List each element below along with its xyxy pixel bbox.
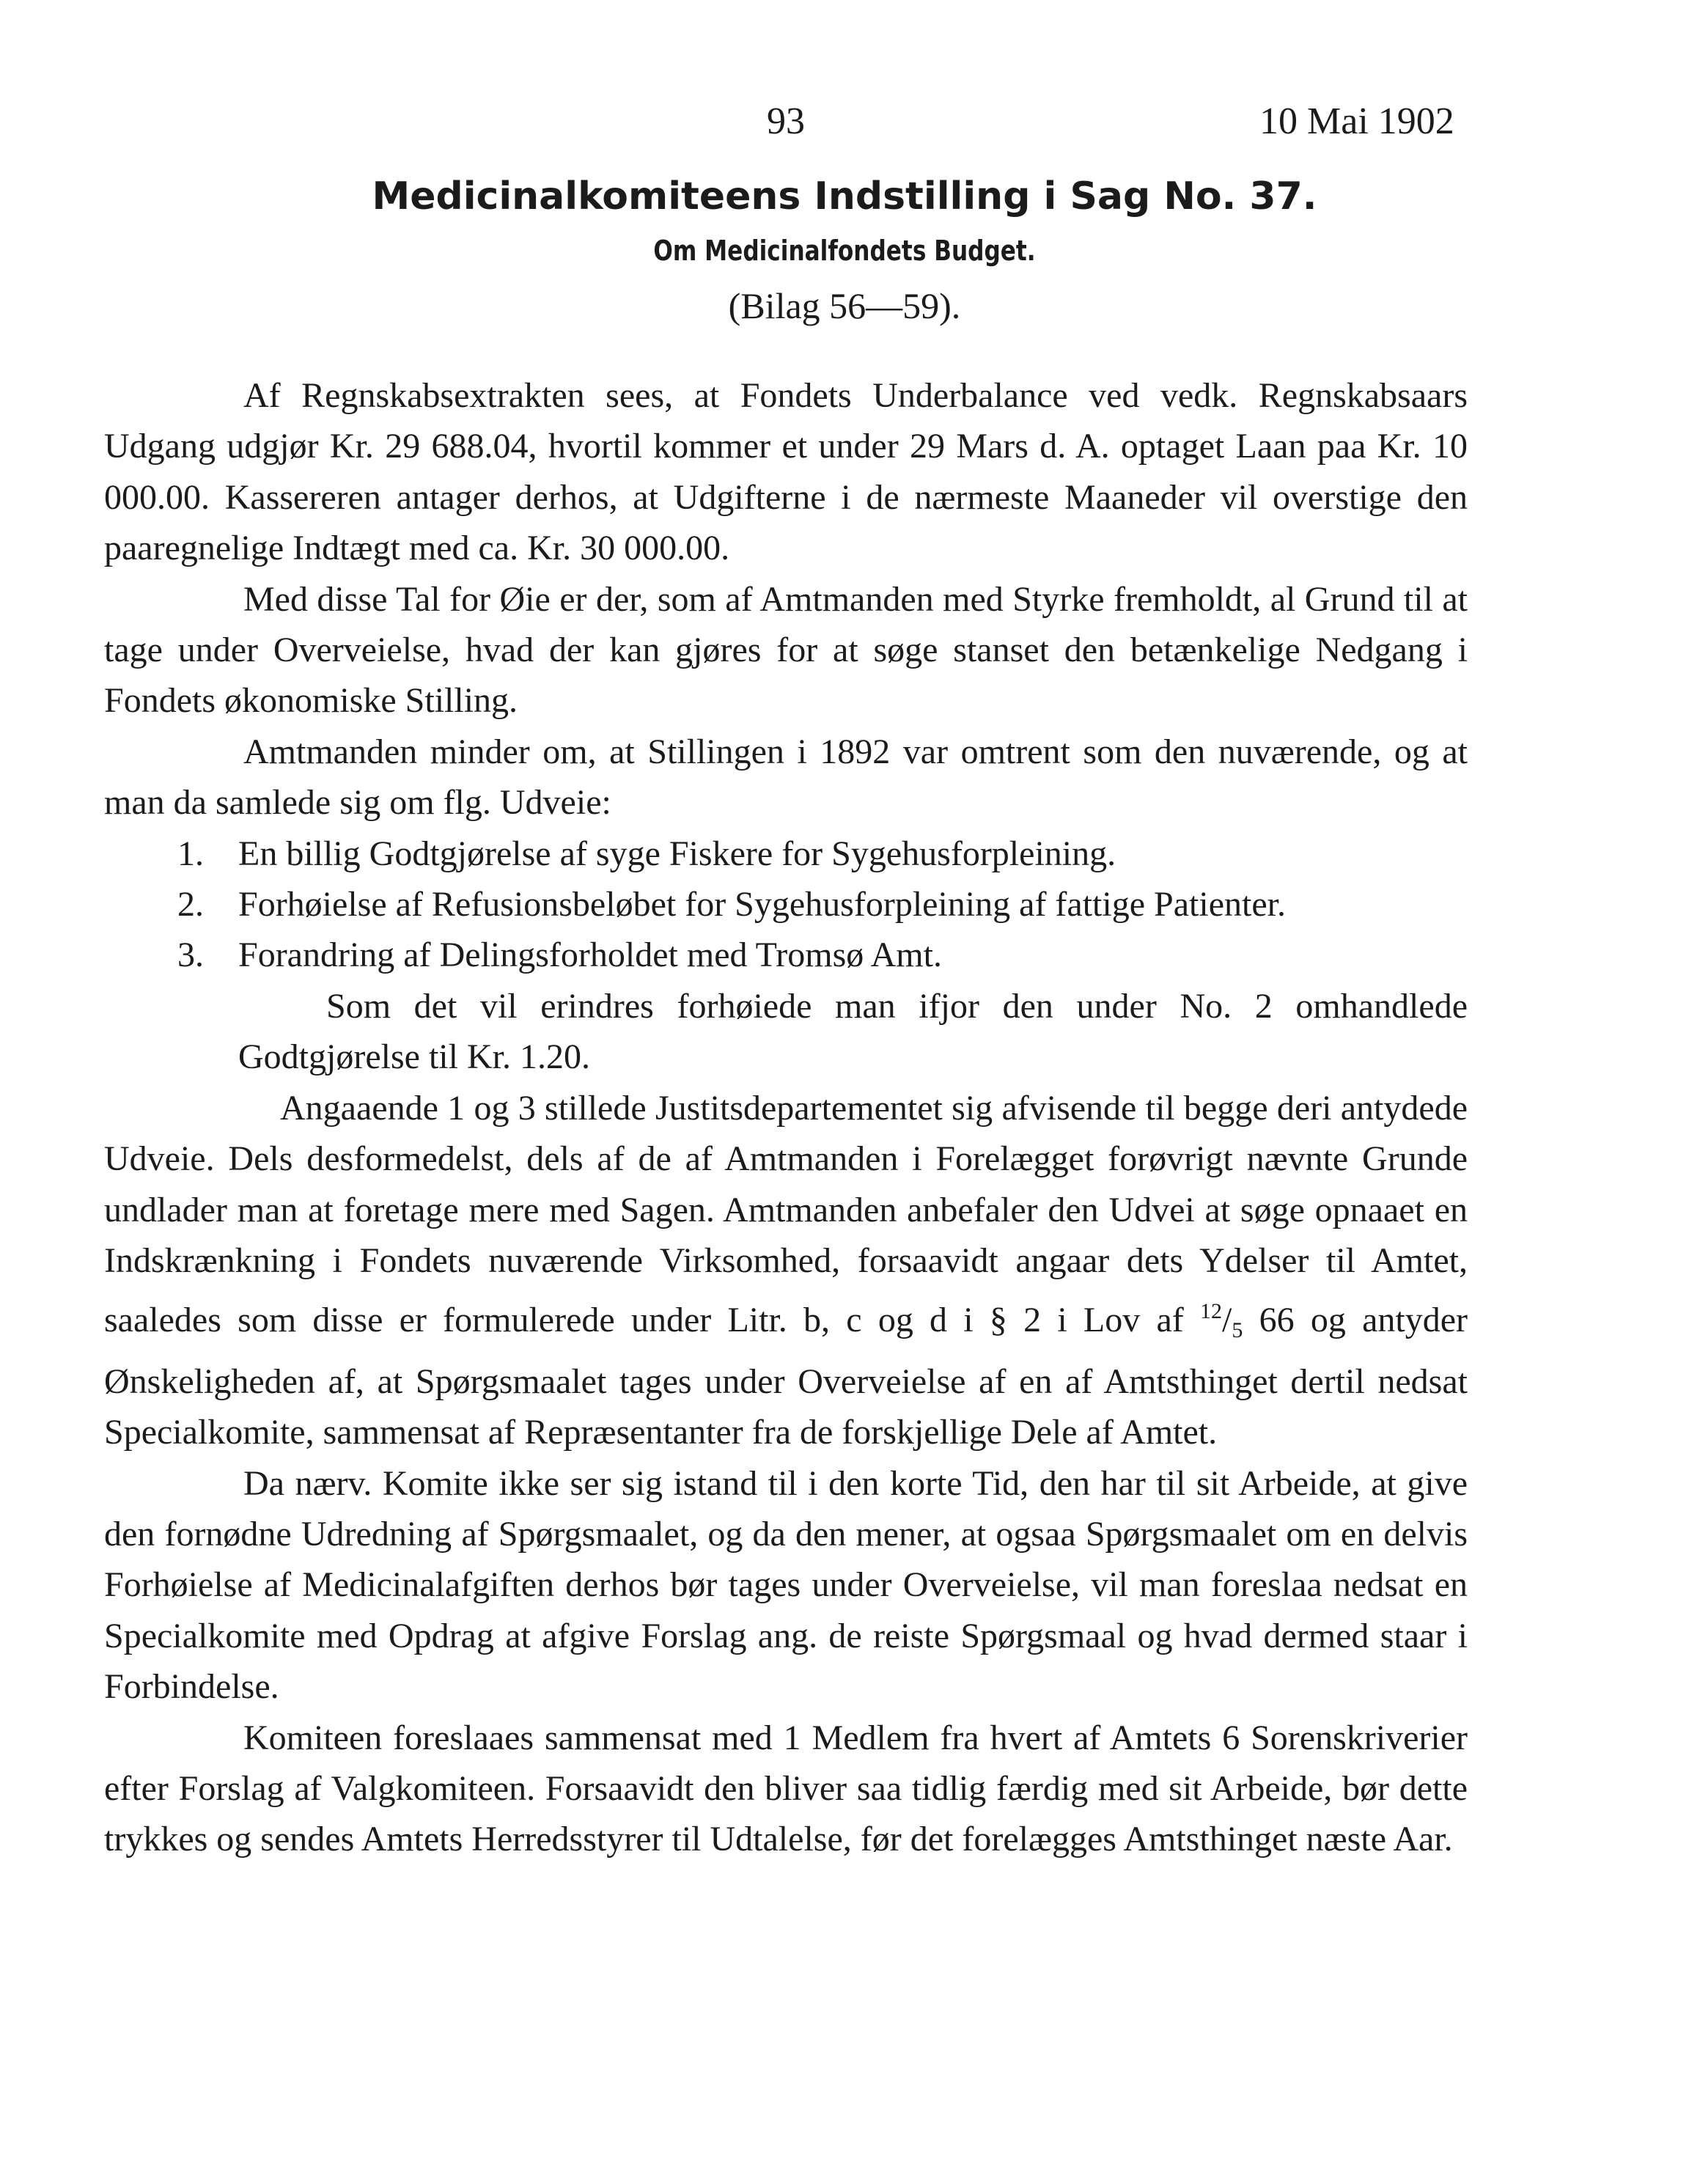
list-item-number: 1. [177,834,204,873]
list-item [104,828,1468,879]
law-date-month: 5 [1232,1318,1243,1343]
page-date: 10 Mai 1902 [1259,100,1454,142]
list-item-number: 2. [177,885,204,924]
list-item-text: En billig Godtgjørelse af syge Fiskere for Sygehusforpleining. [238,834,1116,873]
law-date-day: 12 [1200,1299,1223,1324]
paragraph-5-tail: 66 og antyder Ønskeligheden af, at Spørgsmaalet tages under Overveielse af en af Amtsthinget dertil nedsat Specialkomite, sammensat af Repræsentanter fra de forskjellige Dele af Amtet. [104,1301,1468,1452]
paragraph-2: Med disse Tal for Øie er der, som af Amtmanden med Styrke fremholdt, al Grund til at tage under Overveielse, hvad der kan gjøres for at søge stanset den betænkelige Nedgang i Fondets økonomiske Stilling. [104,579,1468,721]
bilag-reference: (Bilag 56—59). [728,285,961,326]
paragraph-3: Amtmanden minder om, at Stillingen i 1892 var omtrent som den nuværende, og at man da samlede sig om flg. Udveie: [104,732,1468,823]
document-body [104,370,1468,1865]
list-item-text: Forhøielse af Refusionsbeløbet for Sygehusforpleining af fattige Patienter. [238,885,1286,924]
paragraph-6: Da nærv. Komite ikke ser sig istand til i den korte Tid, den har til sit Arbeide, at give den fornødne Udredning af Spørgsmaalet, og da den mener, at ogsaa Spørgsmaalet om en delvis Forhøielse af Medicinalafgiften derhos bør tages under Overveielse, vil man foreslaa nedsat en Specialkomite med Opdrag at afgive Forslag ang. de reiste Spørgsmaal og hvad dermed staar i Forbindelse. [104,1463,1468,1707]
paragraph-1: Af Regnskabsextrakten sees, at Fondets Underbalance ved vedk. Regnskabsaars Udgang udgjør Kr. 29 688.04, hvortil kommer et under 29 Mars d. A. optaget Laan paa Kr. 10 000.00. Kassereren antager derhos, at Udgifterne i de nærmeste Maaneder vil overstige den paaregnelige Indtægt med ca. Kr. 30 000.00. [104,376,1468,568]
paragraph-5-text: Angaaende 1 og 3 stillede Justitsdepartementet sig afvisende til begge deri antydede Udveie. Dels desformedelst, dels af de af Amtmanden i Forelægget forøvrigt nævnte Grunde undlader man at foretage mere med Sagen. Amtmanden anbefaler den Udvei at søge opnaaet en Indskrænkning i Fondets nuværende Virksomhed, forsaavidt angaar dets Ydelser til Amtet, saaledes som disse er formulerede under Litr. b, c og d i § 2 i Lov af [104,1088,1468,1340]
law-date-slash: / [1222,1301,1232,1340]
paragraph-7: Komiteen foreslaaes sammensat med 1 Medlem fra hvert af Amtets 6 Sorenskriverier efter Forslag af Valgkomiteen. Forsaavidt den bliver saa tidlig færdig med sit Arbeide, bør dette trykkes og sendes Amtets Herredsstyrer til Udtalelse, før det forelægges Amtsthinget næste Aar. [104,1718,1468,1859]
page-number: 93 [767,100,805,142]
list-item-text: Forandring af Delingsforholdet med Tromsø Amt. [238,935,942,975]
list-item [104,930,1468,980]
list-item-number: 3. [177,935,204,975]
list-item [104,879,1468,930]
paragraph-5 [104,1083,1468,1458]
paragraph-4: Som det vil erindres forhøiede man ifjor den under No. 2 omhandlede Godtgjørelse til Kr. 1.20. [238,986,1468,1077]
document-subtitle: Om Medicinalfondets Budget. [653,235,1036,267]
document-title: Medicinalkomiteens Indstilling i Sag No. 37. [372,174,1317,218]
